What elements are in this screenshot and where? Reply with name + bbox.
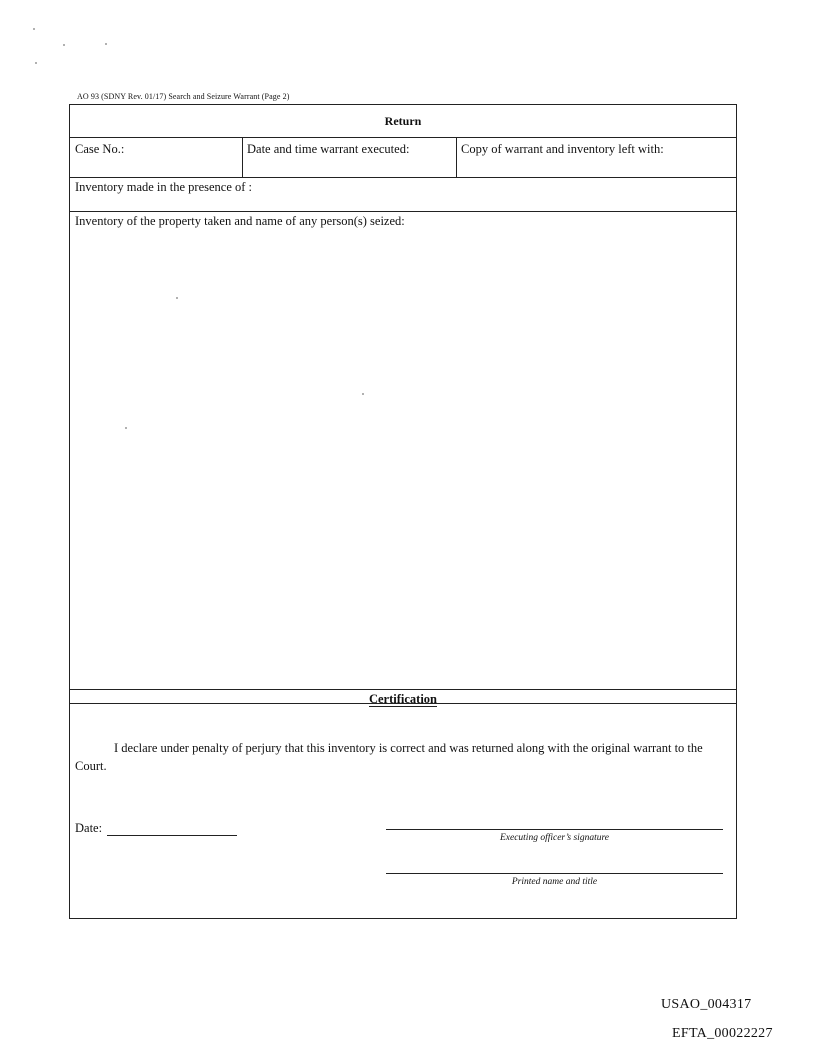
certification-title-text: Certification bbox=[368, 692, 438, 706]
bates-efta: EFTA_00022227 bbox=[672, 1026, 773, 1041]
divider bbox=[70, 177, 736, 178]
date-label: Date: bbox=[75, 821, 103, 835]
scan-speck bbox=[176, 297, 178, 299]
scan-speck bbox=[362, 393, 364, 395]
bates-usao: USAO_004317 bbox=[661, 997, 752, 1012]
printed-name-caption: Printed name and title bbox=[511, 877, 598, 887]
printed-name-line bbox=[386, 873, 723, 874]
divider bbox=[242, 137, 243, 177]
case-no-label: Case No.: bbox=[75, 142, 125, 156]
divider bbox=[70, 703, 736, 704]
warrant-return-form bbox=[69, 104, 737, 919]
certification-title bbox=[70, 690, 736, 708]
officer-signature-caption: Executing officer’s signature bbox=[499, 833, 610, 843]
scan-speck bbox=[33, 28, 35, 30]
scan-speck bbox=[125, 427, 127, 429]
divider bbox=[70, 137, 736, 138]
officer-signature-line bbox=[386, 829, 723, 830]
return-section-title: Return bbox=[384, 114, 422, 128]
scan-speck bbox=[63, 44, 65, 46]
date-time-executed-label: Date and time warrant executed: bbox=[247, 142, 410, 156]
inventory-property-label: Inventory of the property taken and name of any person(s) seized: bbox=[75, 214, 405, 228]
form-code: AO 93 (SDNY Rev. 01/17) Search and Seizure Warrant (Page 2) bbox=[77, 92, 290, 101]
scan-speck bbox=[35, 62, 37, 64]
date-signature-line bbox=[107, 835, 237, 836]
divider bbox=[456, 137, 457, 177]
divider bbox=[70, 211, 736, 212]
copy-left-with-label: Copy of warrant and inventory left with: bbox=[461, 142, 664, 156]
scan-speck bbox=[105, 43, 107, 45]
inventory-presence-label: Inventory made in the presence of : bbox=[75, 180, 253, 194]
certification-declaration: I declare under penalty of perjury that this inventory is correct and was returned along with the original warrant to the Court. bbox=[75, 741, 703, 773]
